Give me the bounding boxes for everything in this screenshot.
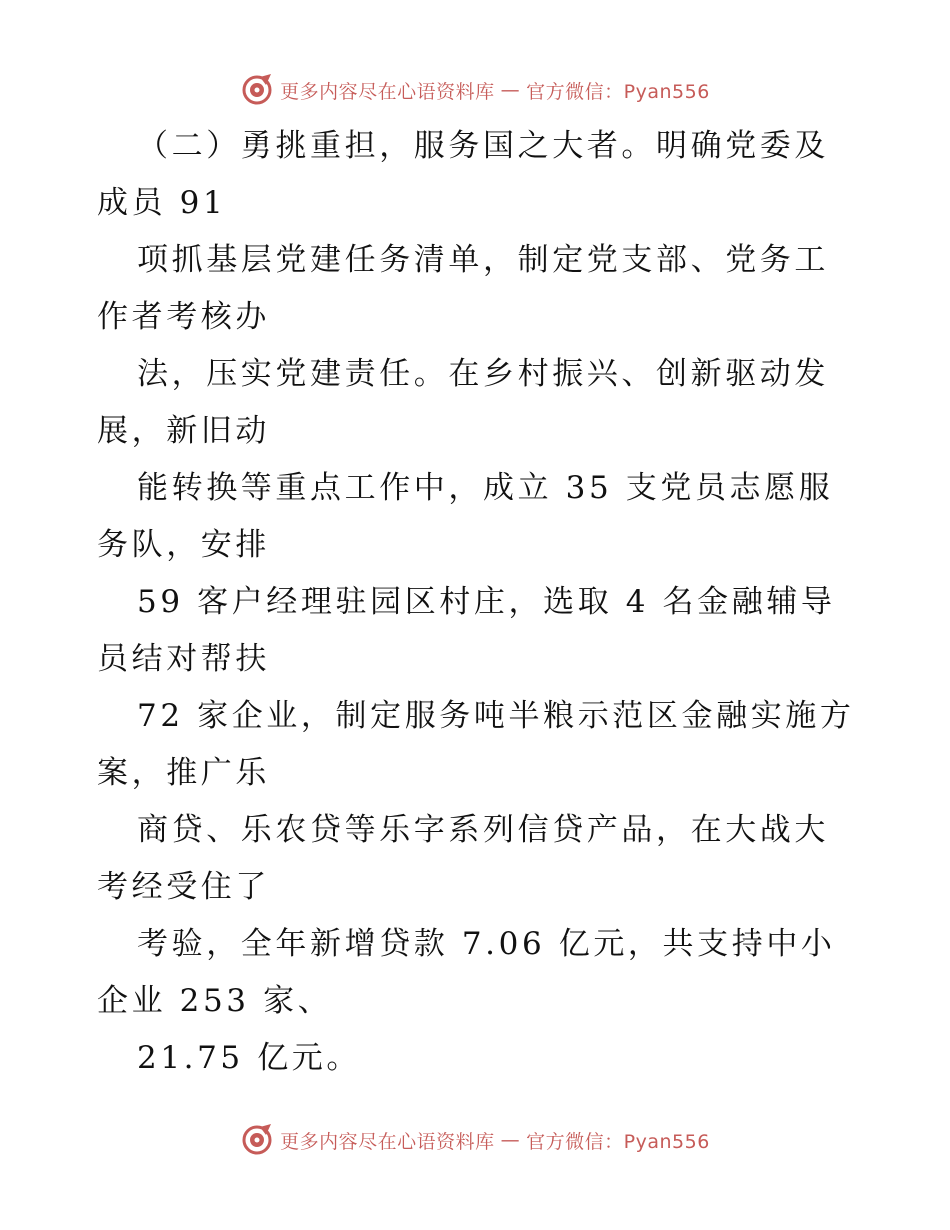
watermark-site-name: 更多内容尽在心语资料库 (280, 1130, 495, 1153)
watermark-separator: — (500, 79, 521, 101)
footer-watermark (0, 1120, 950, 1160)
body-line: 法，压实党建责任。在乡村振兴、创新驱动发展，新旧动 (97, 356, 829, 449)
body-line: 59 客户经理驻园区村庄，选取 4 名金融辅导员结对帮扶 (97, 584, 836, 677)
body-line: 考验，全年新增贷款 7.06 亿元，共支持中小企业 253 家、 (97, 926, 836, 1019)
watermark-site-name: 更多内容尽在心语资料库 (280, 80, 495, 103)
document-body (97, 118, 857, 1087)
watermark-contact: 官方微信：Pyan556 (526, 80, 710, 103)
body-line: 21.75 亿元。 (137, 1040, 362, 1076)
watermark-separator: — (500, 1129, 521, 1151)
body-line: 72 家企业，制定服务吨半粮示范区金融实施方案，推广乐 (97, 698, 855, 791)
body-line: 项抓基层党建任务清单，制定党支部、党务工作者考核办 (97, 242, 829, 335)
pen-nib-circle-icon (240, 1123, 274, 1157)
pen-nib-circle-icon (240, 73, 274, 107)
header-watermark (0, 70, 950, 110)
watermark-contact: 官方微信：Pyan556 (526, 1130, 710, 1153)
body-line: （二）勇挑重担，服务国之大者。明确党委及成员 91 (97, 128, 829, 221)
body-line: 商贷、乐农贷等乐字系列信贷产品，在大战大考经受住了 (97, 812, 829, 905)
body-line: 能转换等重点工作中，成立 35 支党员志愿服务队，安排 (97, 470, 834, 563)
